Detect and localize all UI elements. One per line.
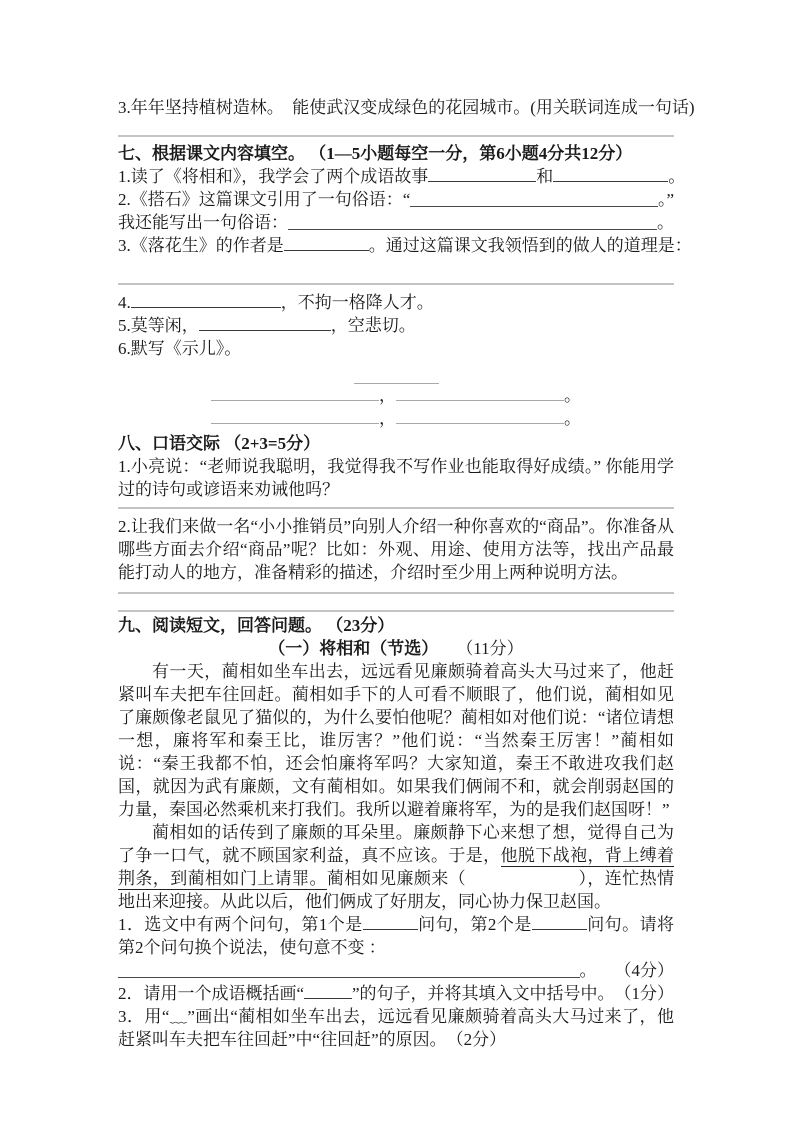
q3-text2: ”画出“蔺相如坐车出去，远远看见廉颇骑着高头大马过来了，他赶紧叫车夫把车往回赶”中“往回赶”的原因。 xyxy=(118,1007,675,1049)
fill-in-blank xyxy=(284,236,369,251)
fill-in-blank xyxy=(396,386,564,401)
poem-period: 。 xyxy=(564,386,581,405)
poem-comma: ， xyxy=(379,409,396,428)
fill-in-blank xyxy=(410,192,658,207)
section7-item3 xyxy=(118,234,692,257)
fill-in-blank xyxy=(428,167,536,182)
fill-in-blank xyxy=(118,963,580,978)
prev-section-item3: 3.年年坚持植树造林。 能使武汉变成绿色的花园城市。(用关联词连成一句话) xyxy=(118,98,695,117)
exam-content xyxy=(118,96,695,1051)
section9-heading: 九、阅读短文，回答问题。 （23分） xyxy=(118,616,395,635)
fill-in-blank xyxy=(288,215,657,230)
para2-mid: 蔺相如见廉颇来（ xyxy=(326,869,467,888)
item2-text1: 2.《搭石》这篇课文引用了一句俗语：“ xyxy=(118,190,411,209)
item4-text2: ，不拘一格降人才。 xyxy=(280,293,434,312)
section8-heading: 八、口语交际 （2+3=5分） xyxy=(118,434,321,453)
item1-text3: 。 xyxy=(668,167,686,186)
fill-in-blank xyxy=(199,316,331,331)
section-divider xyxy=(118,592,674,594)
item5-text1: 5.莫等闲， xyxy=(118,316,199,335)
item3-text2: 。通过这篇课文我领悟到的做人的道理是： xyxy=(368,236,692,255)
section-divider xyxy=(118,610,674,612)
reading-paragraph-1: 有一天，蔺相如坐车出去，远远看见廉颇骑着高头大马过来了，他赶紧叫车夫把车往回赶。蔺相如手下的人可看不顺眼了，他们说，蔺相如见了廉颇像老鼠见了猫似的，为什么要怕他呢？蔺相如对他们说：“诸位请想一想，廉将军和秦王比，谁厉害？”他们说：“当然秦王厉害！”蔺相如说：“秦王我都不怕，还会怕廉将军吗？大家知道，秦王不敢进攻我们赵国，就因为武有廉颇，文有蔺相如。如果我们俩闹不和，就会削弱赵国的力量，秦国必然乘机来打我们。我所以避着廉将军，为的是我们赵国呀！” xyxy=(118,662,674,819)
section8-item2: 2.让我们来做一名“小小推销员”向别人介绍一种你喜欢的“商品”。你准备从哪些方面去介绍“商品”呢？比如：外观、用途、使用方法等，找出产品最能打动人的地方，准备精彩的描述，介绍时至少用上两种说明方法。 xyxy=(118,517,674,582)
q1-text3: 问句。请将第2个问句换个说法，使句意不变 ： xyxy=(118,915,675,957)
fill-in-blank xyxy=(532,915,587,930)
q1-text2: 问句，第2个是 xyxy=(417,915,532,934)
q2-score: （1分） xyxy=(614,984,674,1003)
wavy-line-mark: ﹏ xyxy=(169,1007,188,1026)
fill-in-blank xyxy=(131,293,281,308)
section9-question2 xyxy=(118,982,674,1005)
reading-title: （一）将相和（节选） xyxy=(268,639,439,658)
item3-text1: 3.《落花生》的作者是 xyxy=(118,236,284,255)
item4-text1: 4. xyxy=(118,293,131,312)
section-divider xyxy=(118,507,674,509)
fill-in-blank xyxy=(211,409,379,424)
para2-post: ），连忙热情地出来迎接。从此以后，他们俩成了好朋友，同心协力保卫赵国。 xyxy=(118,869,675,911)
q1-end-period: 。 xyxy=(579,961,597,980)
poem-blank-row xyxy=(118,384,674,407)
section7-item5 xyxy=(118,314,674,337)
q2-text2: ”的句子，并将其填入文中括号中。 xyxy=(351,984,615,1003)
question1-answer-line xyxy=(118,959,674,982)
section7-item2-line1 xyxy=(118,188,674,211)
poem-comma: ， xyxy=(379,386,396,405)
item5-text2: ，空悲切。 xyxy=(330,316,416,335)
para2-underlined-sentence: 他脱下战袍，背上缚着荆条，到蔺相如门上请罪。 xyxy=(118,846,674,888)
section7-item6: 6.默写《示儿》。 xyxy=(118,339,242,358)
poem-title-blank-row xyxy=(118,364,674,384)
section7-heading: 七、根据课文内容填空。 （1—5小题每空一分，第6小题4分共12分） xyxy=(118,144,633,163)
q2-text1: 2．请用一个成语概括画“ xyxy=(118,984,305,1003)
q1-text1: 1．选文中有两个问句，第1个是 xyxy=(118,915,363,934)
reading-paragraph-2 xyxy=(118,821,674,913)
fill-in-blank xyxy=(211,386,379,401)
fill-in-blank xyxy=(363,915,418,930)
q3-score: （2分） xyxy=(455,1030,507,1049)
reading-score: （11分） xyxy=(456,639,524,658)
item2b-text2: 。 xyxy=(657,213,674,232)
item1-text2: 和 xyxy=(536,167,554,186)
poem-blank-row xyxy=(118,407,674,430)
fill-in-blank xyxy=(553,167,668,182)
section7-item4 xyxy=(118,291,674,314)
fill-in-blank xyxy=(354,371,439,384)
item2-text2: 。” xyxy=(657,190,674,209)
section7-item2-line2 xyxy=(118,211,674,234)
section7-item1 xyxy=(118,165,686,188)
fill-in-blank xyxy=(396,409,564,424)
q1-score: （4分） xyxy=(614,961,674,980)
section8-item1: 1.小亮说：“老师说我聪明，我觉得我不写作业也能取得好成绩。” 你能用学过的诗句或谚语来劝诫他吗？ xyxy=(118,457,674,499)
q3-text1: 3．用“ xyxy=(118,1007,170,1026)
answer-space xyxy=(118,257,674,283)
item1-text1: 1.读了《将相和》，我学会了两个成语故事 xyxy=(118,167,429,186)
section-divider xyxy=(118,283,674,285)
item2b-text1: 我还能写出一句俗语： xyxy=(118,213,288,232)
poem-period: 。 xyxy=(564,409,581,428)
section9-question3 xyxy=(118,1005,674,1051)
fill-in-blank xyxy=(304,984,352,999)
section9-question1 xyxy=(118,913,674,959)
section-divider xyxy=(118,135,674,137)
para2-pre: 蔺相如的话传到了廉颇的耳朵里。廉颇静下心来想了想，觉得自己为了争一口气，就不顾国家利益，真不应该。于是， xyxy=(118,823,674,865)
reading-subheading xyxy=(118,637,674,660)
